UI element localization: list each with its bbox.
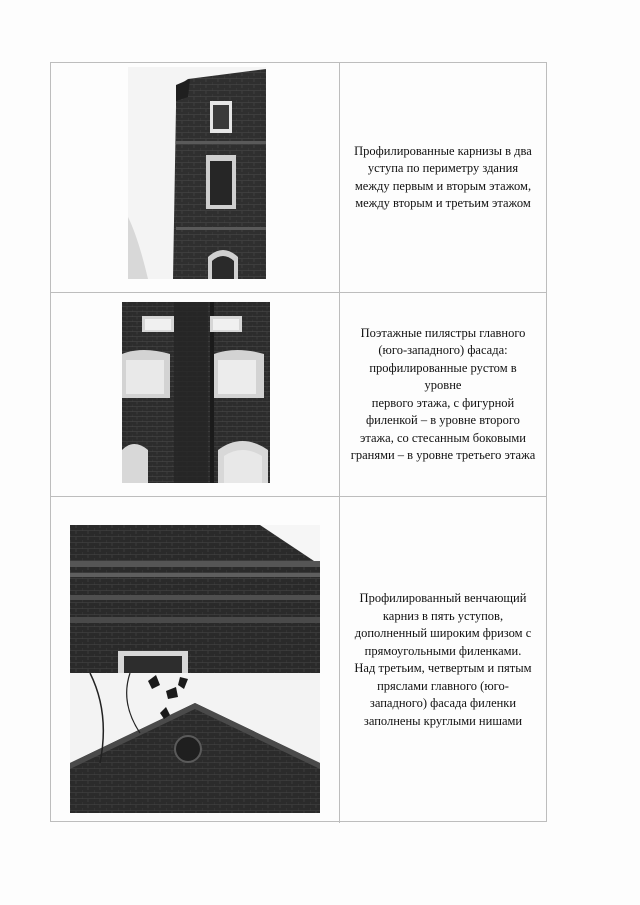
cornice-photo: [70, 525, 320, 675]
description-cell: [340, 293, 546, 496]
description-text: Профилированные карнизы в два уступа по периметру здания между первым и вторым этажом, между вторым и третьим этажом: [354, 143, 532, 210]
gable-photo: [70, 673, 320, 813]
description-text: Поэтажные пилястры главного (юго-западного) фасада: профилированные рустом в уровне первого этажа, с фигурной филенкой – в уровне второго этажа, со стесанным боковыми гранями – в уровне третьего этажа: [350, 325, 536, 462]
photo-cell: [51, 63, 340, 292]
description-cell: [340, 497, 546, 823]
description-text: Профилированный венчающий карниз в пять уступов, дополненный широким фризом с прямоугольными филенками. Над третьим, четвертым и пятым пряслами главного (юго- западного) фасада филенки заполнены круглыми нишами: [354, 591, 532, 728]
description-table: [50, 62, 547, 822]
table-row: [51, 63, 546, 292]
table-row: [51, 292, 546, 496]
facade-pilasters-photo: [122, 302, 270, 483]
description-cell: [340, 63, 546, 292]
table-row: [51, 496, 546, 823]
tower-corner-photo: [128, 67, 266, 279]
photo-cell: [51, 497, 340, 823]
photo-cell: [51, 293, 340, 496]
